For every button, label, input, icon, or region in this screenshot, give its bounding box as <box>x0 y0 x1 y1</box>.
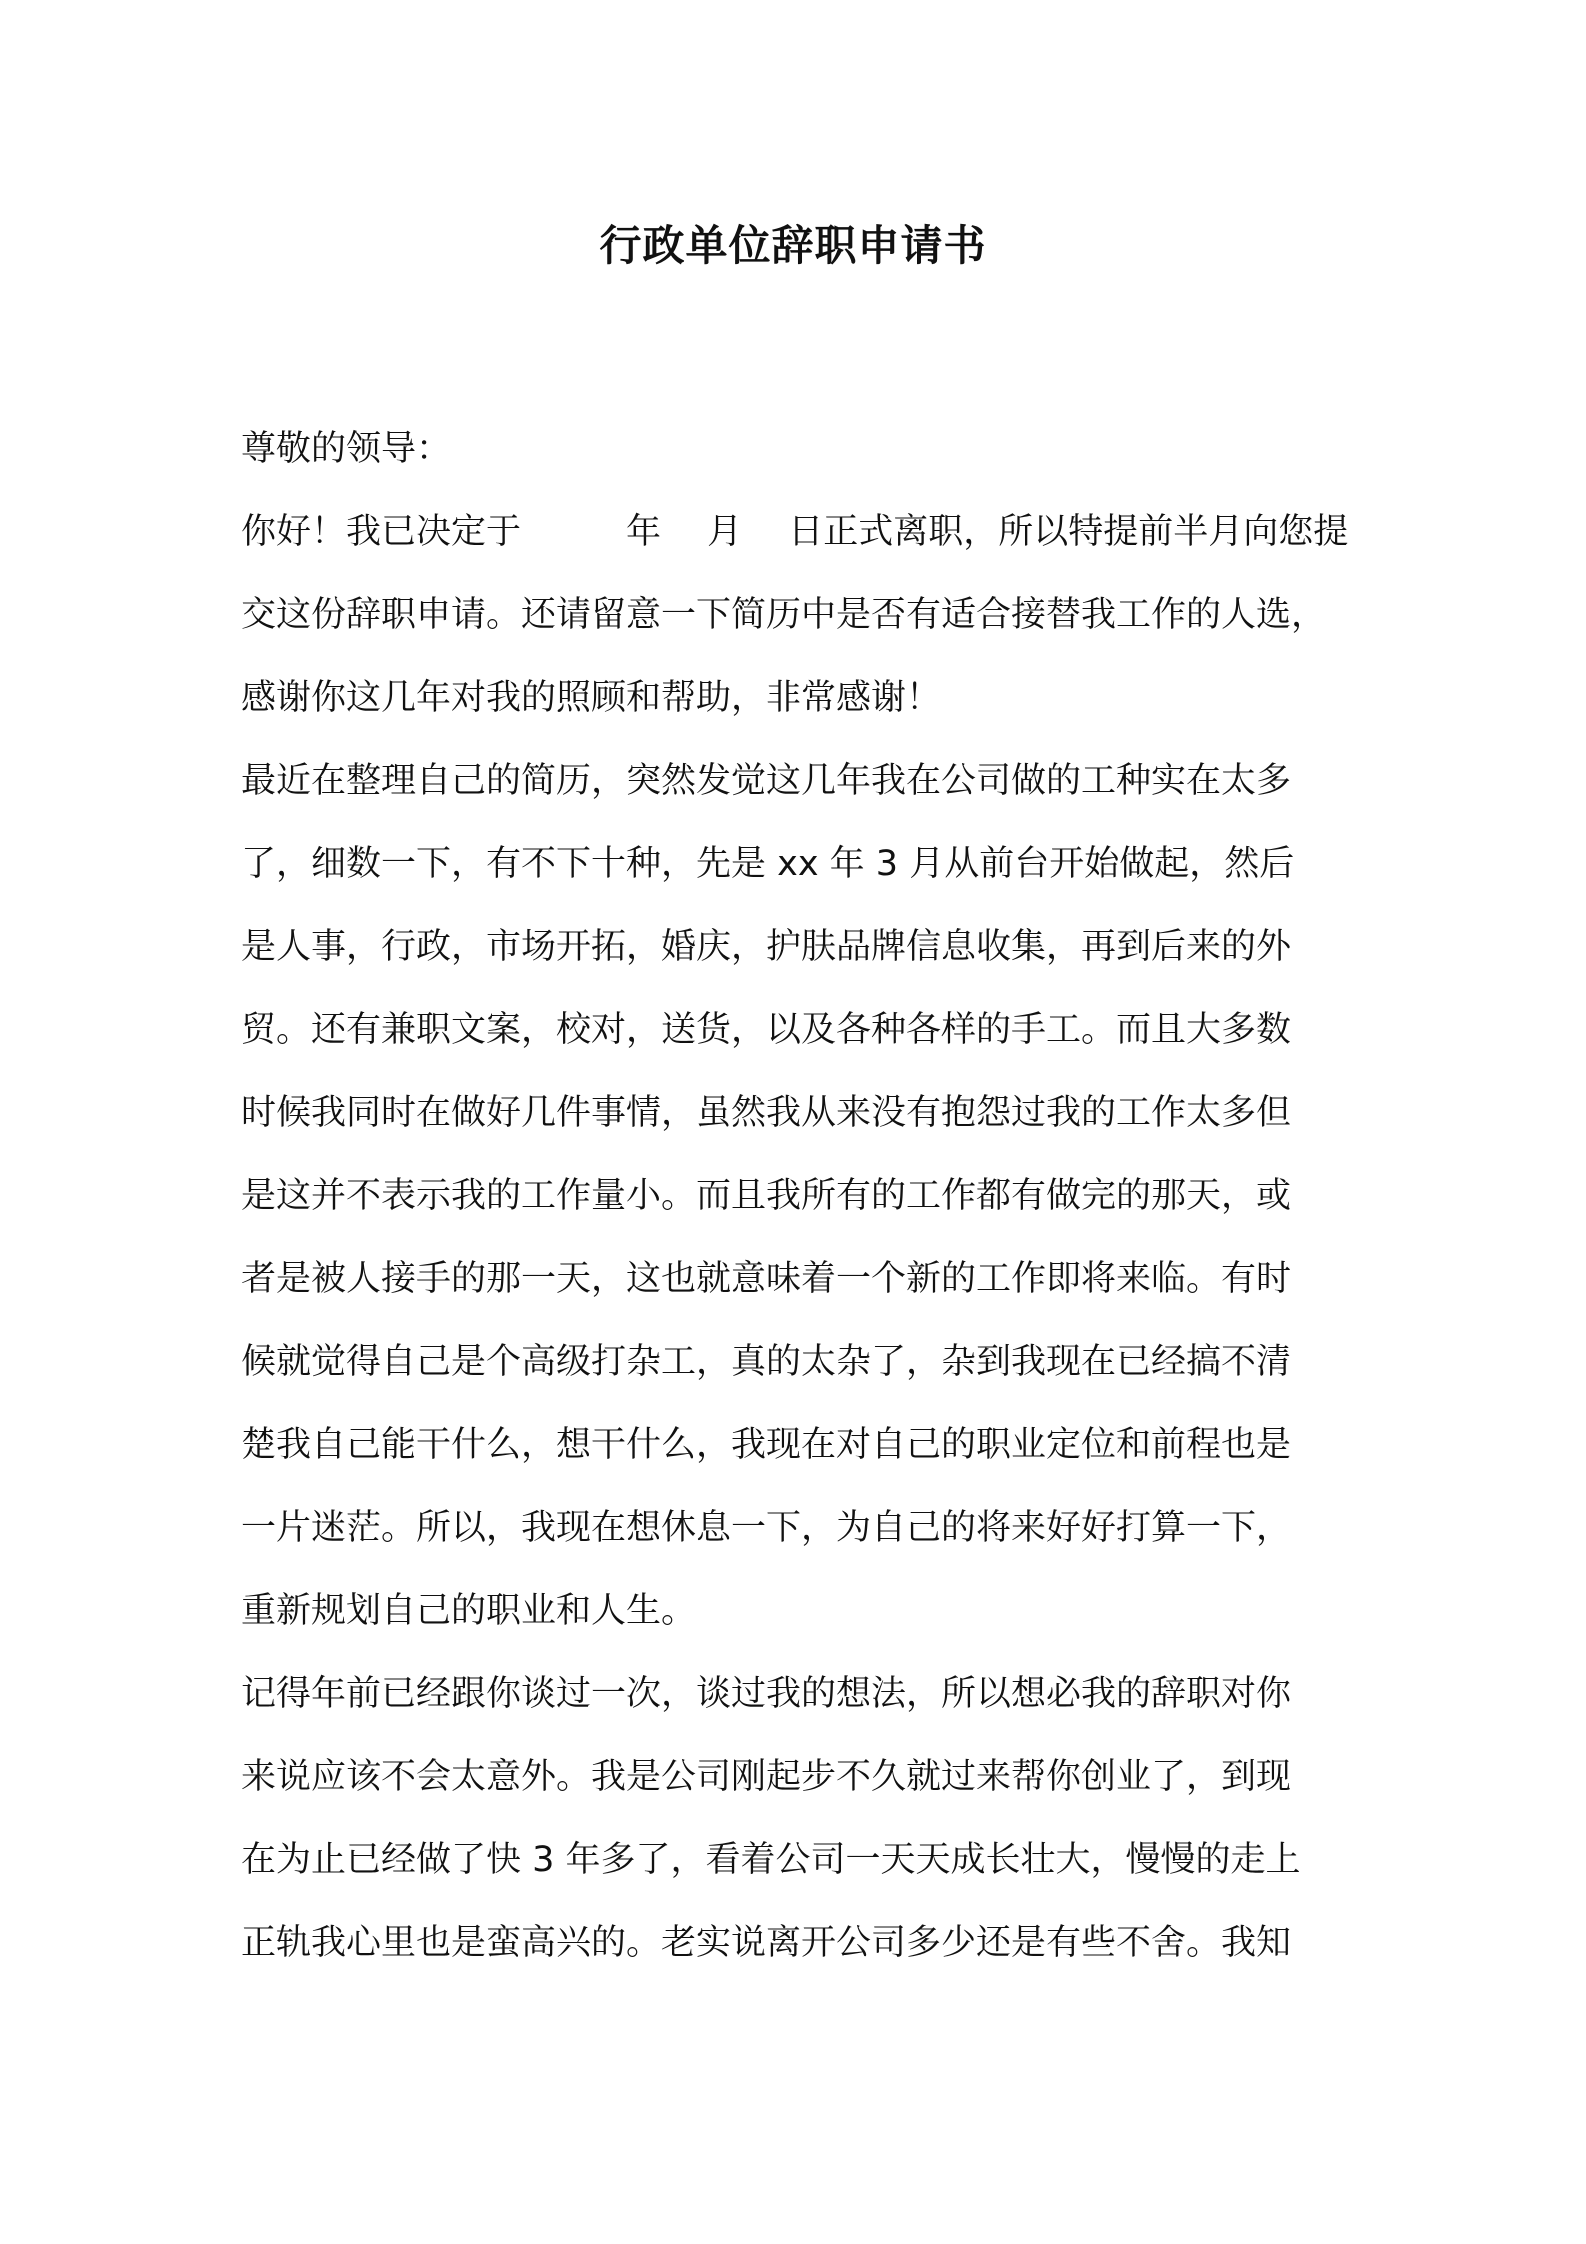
salutation: 尊敬的领导： <box>241 429 452 469</box>
body-line: 来说应该不会太意外。我是公司刚起步不久就过来帮你创业了，到现 <box>241 1757 1292 1797</box>
body-line: 贸。还有兼职文案，校对，送货，以及各种各样的手工。而且大多数 <box>241 1010 1292 1050</box>
body-line: 交这份辞职申请。还请留意一下简历中是否有适合接替我工作的人选， <box>241 595 1327 635</box>
body-line: 者是被人接手的那一天，这也就意味着一个新的工作即将来临。有时 <box>241 1259 1292 1299</box>
body-line: 感谢你这几年对我的照顾和帮助，非常感谢！ <box>241 678 942 718</box>
body-line: 是这并不表示我的工作量小。而且我所有的工作都有做完的那天，或 <box>241 1176 1292 1216</box>
body-line: 楚我自己能干什么，想干什么，我现在对自己的职业定位和前程也是 <box>241 1425 1292 1465</box>
body-line: 一片迷茫。所以，我现在想休息一下，为自己的将来好好打算一下， <box>241 1508 1292 1548</box>
body-line: 候就觉得自己是个高级打杂工，真的太杂了，杂到我现在已经搞不清 <box>241 1342 1292 1382</box>
body-line: 最近在整理自己的简历，突然发觉这几年我在公司做的工种实在太多 <box>241 761 1292 801</box>
document-body <box>241 408 1361 1985</box>
body-line: 是人事，行政，市场开拓，婚庆，护肤品牌信息收集，再到后来的外 <box>241 927 1292 967</box>
body-line: 重新规划自己的职业和人生。 <box>241 1591 697 1631</box>
document-title: 行政单位辞职申请书 <box>599 221 987 270</box>
body-line: 正轨我心里也是蛮高兴的。老实说离开公司多少还是有些不舍。我知 <box>241 1923 1292 1963</box>
body-line: 了，细数一下，有不下十种，先是 xx 年 3 月从前台开始做起，然后 <box>241 844 1295 884</box>
body-line: 时候我同时在做好几件事情，虽然我从来没有抱怨过我的工作太多但 <box>241 1093 1292 1133</box>
body-line: 在为止已经做了快 3 年多了，看着公司一天天成长壮大，慢慢的走上 <box>241 1840 1301 1880</box>
body-line: 你好！我已决定于 年 月 日正式离职，所以特提前半月向您提 <box>241 512 1349 552</box>
body-line: 记得年前已经跟你谈过一次，谈过我的想法，所以想必我的辞职对你 <box>241 1674 1292 1714</box>
